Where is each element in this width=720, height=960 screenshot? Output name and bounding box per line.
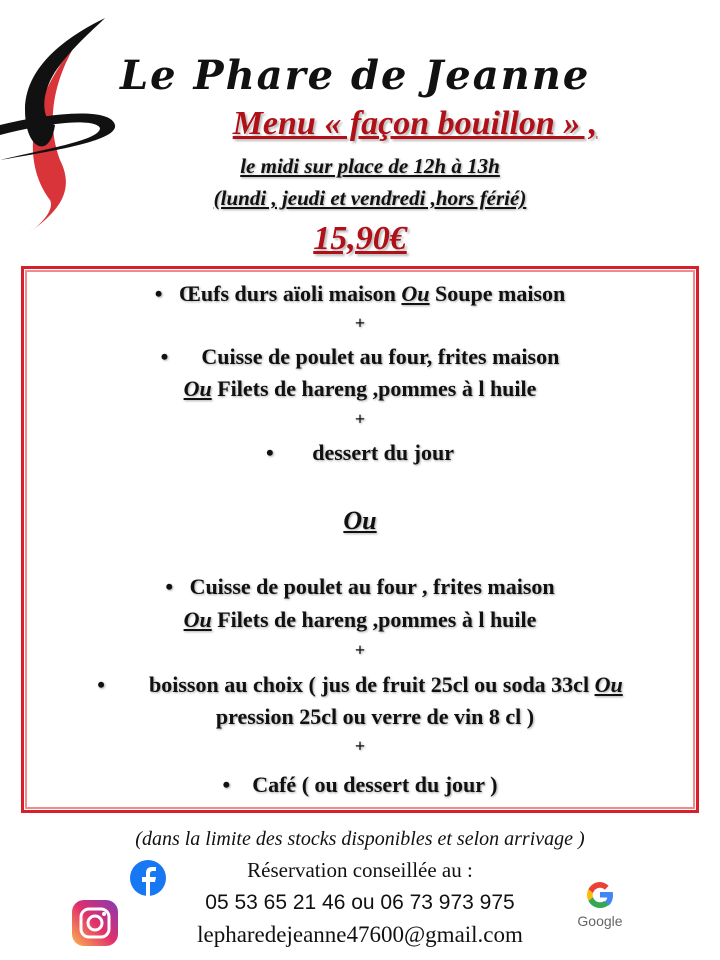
reservation-label: Réservation conseillée au : xyxy=(247,858,473,882)
plus-sign: + xyxy=(354,736,366,756)
menu-line-coffee: • Café ( ou dessert du jour ) xyxy=(222,772,498,797)
price: 15,90€ xyxy=(313,220,407,257)
email[interactable]: lepharedejeanne47600@gmail.com xyxy=(197,922,523,947)
plus-sign: + xyxy=(354,313,366,333)
menu-line-main-b-2: Ou Filets de hareng ,pommes à l huile xyxy=(183,607,537,632)
menu-title: Menu « façon bouillon » , xyxy=(232,105,598,142)
plus-sign: + xyxy=(354,640,366,660)
restaurant-name: Le Phare de Jeanne xyxy=(120,52,591,99)
service-hours: le midi sur place de 12h à 13h xyxy=(240,154,500,178)
menu-line-drink: • boisson au choix ( jus de fruit 25cl ou soda 33cl Ou xyxy=(97,672,623,697)
stock-note: (dans la limite des stocks disponibles et selon arrivage ) xyxy=(135,828,585,850)
google-g-icon xyxy=(583,878,617,912)
menu-line-main-a-2: • Cuisse de poulet au four , frites maison xyxy=(165,574,555,599)
menu-line-dessert: • dessert du jour xyxy=(266,440,454,465)
google-label: Google xyxy=(577,913,623,929)
menu-line-main-b: Ou Filets de hareng ,pommes à l huile xyxy=(183,376,537,401)
plus-sign: + xyxy=(354,409,366,429)
instagram-icon[interactable] xyxy=(72,900,118,946)
service-days: (lundi , jeudi et vendredi ,hors férié) xyxy=(213,186,527,210)
phone-numbers: 05 53 65 21 46 ou 06 73 973 975 xyxy=(205,891,515,914)
or-separator: Ou xyxy=(343,506,377,535)
menu-line-starter: • Œufs durs aïoli maison Ou Soupe maison xyxy=(154,281,566,306)
menu-line-main-a: • Cuisse de poulet au four, frites maison xyxy=(160,344,560,369)
menu-line-drink-2: pression 25cl ou verre de vin 8 cl ) xyxy=(215,704,535,729)
facebook-icon[interactable] xyxy=(130,860,166,896)
google-badge[interactable] xyxy=(570,878,630,934)
